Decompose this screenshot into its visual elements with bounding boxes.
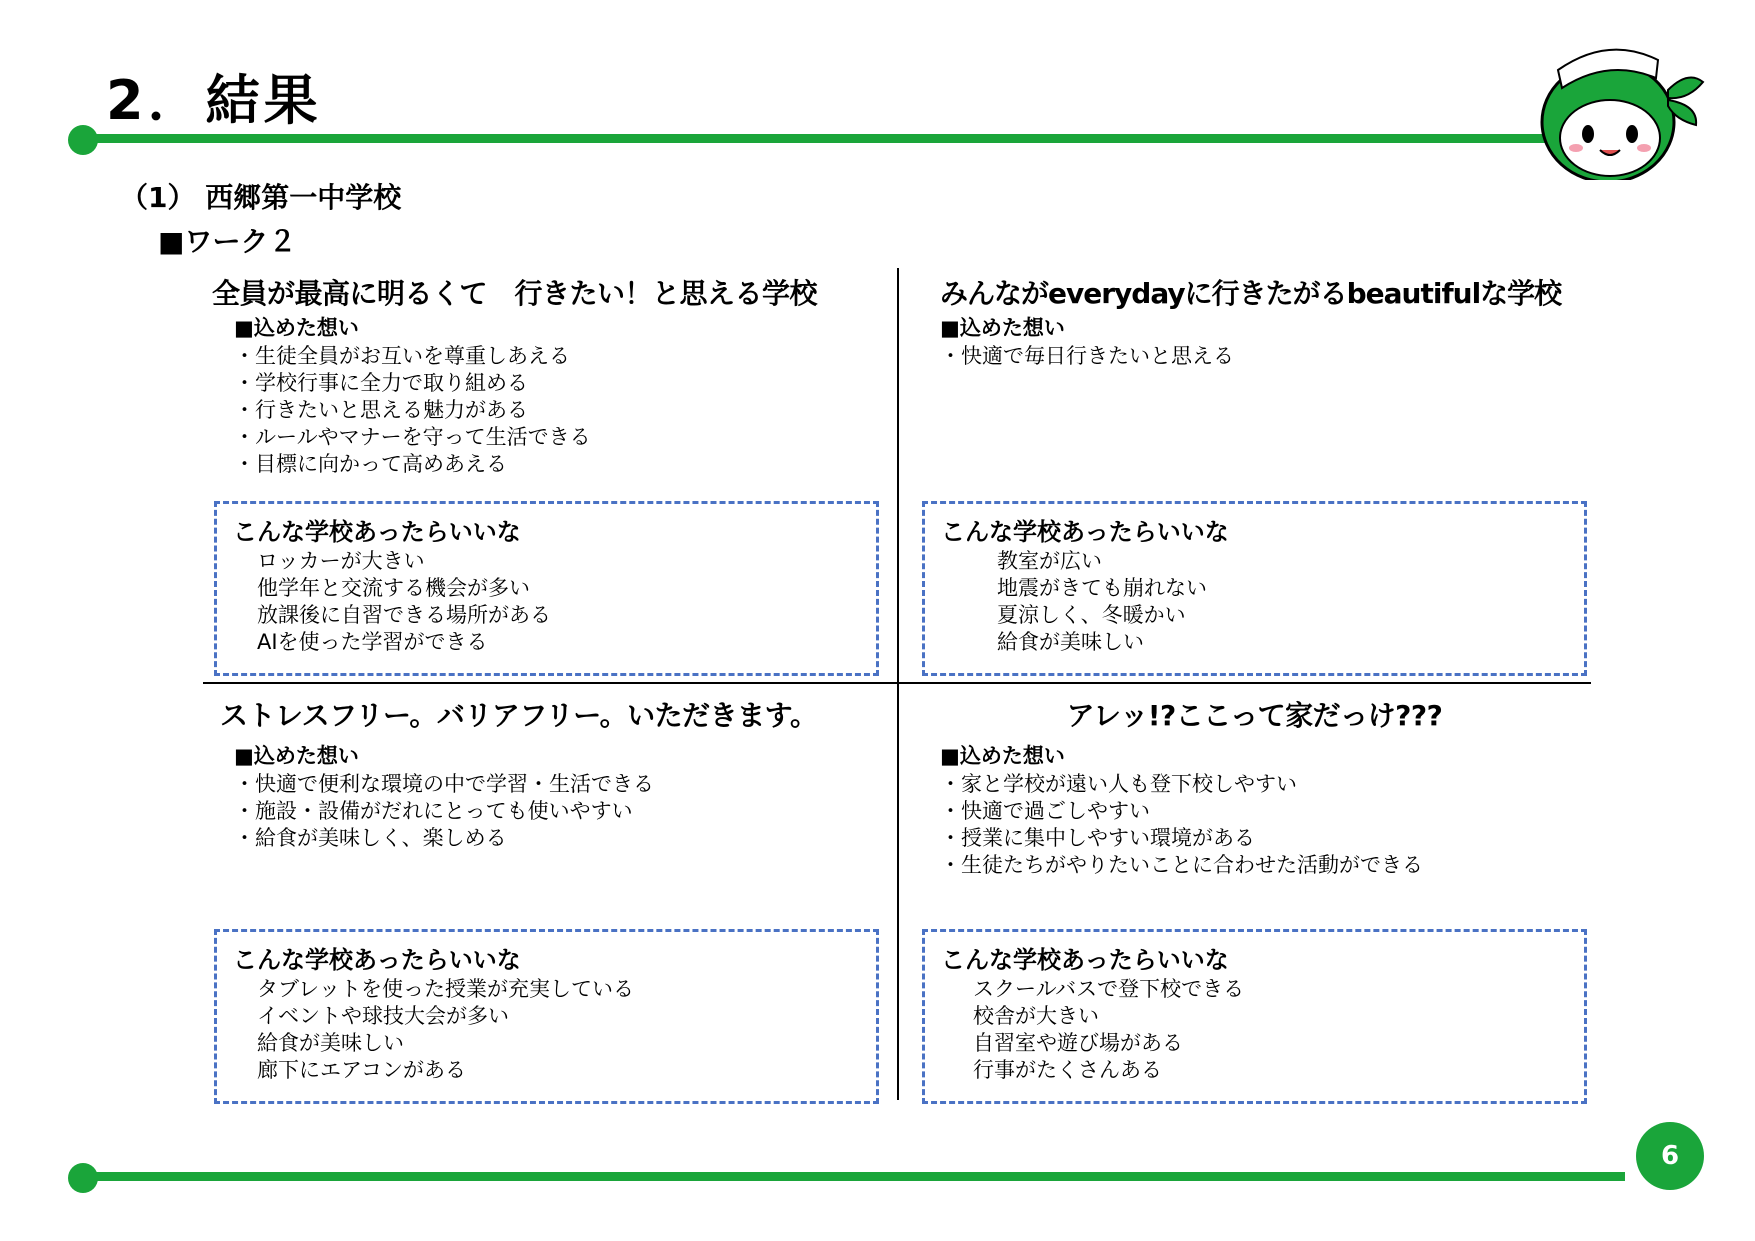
wish-item: 給食が美味しい	[257, 1031, 404, 1055]
quadrant-2-wish-box	[922, 501, 1587, 676]
wish-item: ロッカーが大きい	[257, 549, 425, 573]
thought-item: ・生徒たちがやりたいことに合わせた活動ができる	[940, 853, 1423, 877]
wish-item: タブレットを使った授業が充実している	[257, 977, 634, 1001]
wish-item: 他学年と交流する機会が多い	[257, 576, 530, 600]
thought-item: ・給食が美味しく、楽しめる	[234, 826, 507, 850]
thought-item: ・快適で便利な環境の中で学習・生活できる	[234, 772, 654, 796]
thought-item: ・目標に向かって高めあえる	[234, 452, 507, 476]
thought-item: ・行きたいと思える魅力がある	[234, 398, 528, 422]
thoughts-label: ■込めた想い	[940, 744, 1065, 768]
wish-box-title: こんな学校あったらいいな	[941, 518, 1229, 546]
page-number: 6	[1636, 1122, 1704, 1190]
wish-box-list	[997, 548, 1207, 656]
thought-item: ・生徒全員がお互いを尊重しあえる	[234, 344, 570, 368]
wish-item: AIを使った学習ができる	[257, 630, 488, 654]
quadrant-3-thoughts	[234, 740, 654, 852]
wish-item: 自習室や遊び場がある	[973, 1031, 1183, 1055]
wish-box-list	[257, 976, 634, 1084]
quadrant-3-title: ストレスフリー。バリアフリー。いただきます。	[220, 699, 818, 732]
wish-item: 給食が美味しい	[997, 630, 1144, 654]
section-heading: （1） 西郷第一中学校	[120, 181, 402, 214]
work-heading: ■ワーク２	[158, 225, 297, 258]
wish-box-title: こんな学校あったらいいな	[233, 518, 521, 546]
thought-item: ・学校行事に全力で取り組める	[234, 371, 528, 395]
quadrant-4-title: アレッ!?ここって家だっけ???	[1066, 699, 1443, 732]
wish-box-list	[257, 548, 551, 656]
thought-item: ・快適で過ごしやすい	[940, 799, 1150, 823]
thoughts-label: ■込めた想い	[234, 744, 359, 768]
wish-item: スクールバスで登下校できる	[973, 977, 1245, 1001]
grid-vertical-divider	[897, 268, 899, 1100]
wish-item: 廊下にエアコンがある	[257, 1058, 466, 1082]
thoughts-label: ■込めた想い	[234, 316, 359, 340]
quadrant-3-wish-box	[214, 929, 879, 1104]
wish-item: 校舎が大きい	[973, 1004, 1099, 1028]
quadrant-2-title: みんながeverydayに行きたがるbeautifulな学校	[940, 277, 1562, 310]
quadrant-1-wish-box	[214, 501, 879, 676]
wish-item: 教室が広い	[997, 549, 1102, 573]
wish-item: 夏涼しく、冬暖かい	[997, 603, 1186, 627]
quadrant-2-thoughts	[940, 312, 1234, 370]
thought-item: ・ルールやマナーを守って生活できる	[234, 425, 591, 449]
thought-item: ・家と学校が遠い人も登下校しやすい	[940, 772, 1297, 796]
thoughts-label: ■込めた想い	[940, 316, 1065, 340]
wish-box-title: こんな学校あったらいいな	[233, 946, 521, 974]
quadrant-1-title: 全員が最高に明るくて 行きたい！と思える学校	[212, 277, 818, 310]
wish-item: 地震がきても崩れない	[997, 576, 1207, 600]
header-rule	[80, 134, 1555, 143]
wish-item: 行事がたくさんある	[973, 1058, 1162, 1082]
wish-item: イベントや球技大会が多い	[257, 1004, 509, 1028]
page-title: 2．結果	[106, 69, 322, 132]
thought-item: ・施設・設備がだれにとっても使いやすい	[234, 799, 633, 823]
thought-item: ・授業に集中しやすい環境がある	[940, 826, 1255, 850]
quadrant-4-wish-box	[922, 929, 1587, 1104]
wish-box-title: こんな学校あったらいいな	[941, 946, 1229, 974]
quadrant-4-thoughts	[940, 740, 1423, 879]
quadrant-1-thoughts	[234, 312, 591, 478]
wish-item: 放課後に自習できる場所がある	[257, 603, 551, 627]
thought-item: ・快適で毎日行きたいと思える	[940, 344, 1234, 368]
wish-box-list	[973, 976, 1244, 1084]
mascot-logo	[1528, 30, 1718, 180]
footer-rule	[80, 1172, 1625, 1181]
grid-horizontal-divider	[203, 682, 1591, 684]
